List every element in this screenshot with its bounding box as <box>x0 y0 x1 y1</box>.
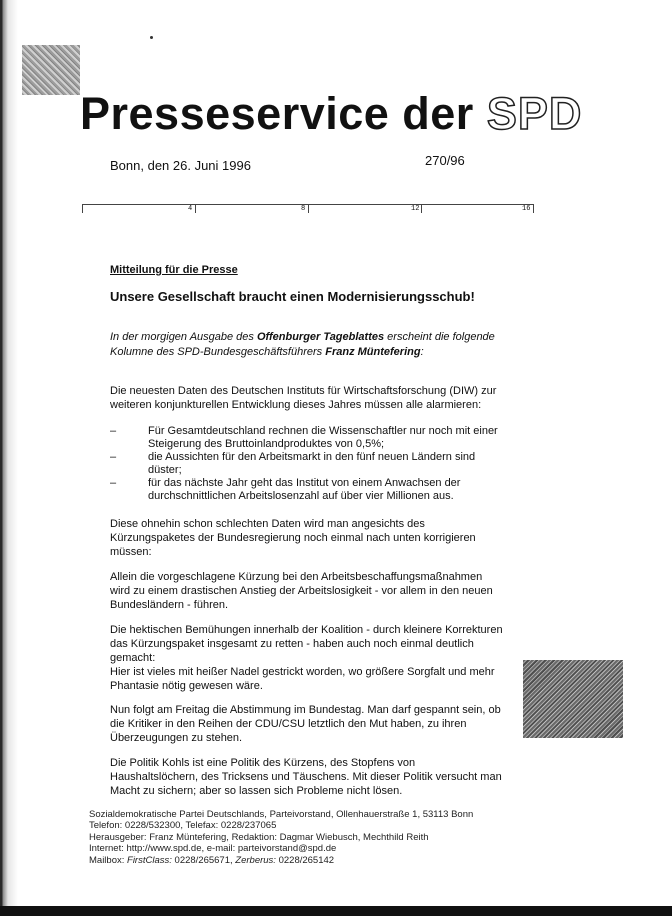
paragraph-line: Überzeugungen zu stehen. <box>110 732 243 744</box>
footer-internet: Internet: http://www.spd.de, e-mail: parteivorstand@spd.de <box>89 843 337 855</box>
ruler <box>82 204 534 214</box>
list-item <box>110 425 530 451</box>
lead-text: In der morgigen Ausgabe des <box>110 331 257 343</box>
ruler-label: 12 <box>411 205 420 213</box>
press-release-label: Mitteilung für die Presse <box>110 264 238 276</box>
lead-newspaper: Offenburger Tageblattes <box>256 331 385 343</box>
paragraph-6 <box>110 756 530 798</box>
ruler-label: 16 <box>522 205 531 213</box>
paragraph-line: das Kürzungspaket insgesamt zu retten - haben auch noch einmal deutlich <box>110 638 474 650</box>
scan-edge-bottom <box>0 906 672 916</box>
masthead-title: Presseservice der <box>80 88 474 139</box>
list-item <box>110 477 530 503</box>
footer-phone: Telefon: 0228/532300, Telefax: 0228/237065 <box>89 820 277 832</box>
bullet-line: düster; <box>148 464 182 476</box>
bullet-line: die Aussichten für den Arbeitsmarkt in den fünf neuen Ländern sind <box>148 451 476 463</box>
paragraph-line: Kürzungspaketes der Bundesregierung noch einmal nach unten korrigieren <box>110 532 476 544</box>
ruler-tick <box>533 205 534 213</box>
masthead <box>80 88 582 140</box>
paragraph-line: die Kritiker in den Reihen der CDU/CSU letztlich den Mut haben, zu ihren <box>110 718 467 730</box>
paragraph-line: wird zu einem drastischen Anstieg der Arbeitslosigkeit - vor allem in den neuen <box>110 585 493 597</box>
masthead-party-logo: SPD <box>486 88 583 139</box>
paragraph-line: Nun folgt am Freitag die Abstimmung im Bundestag. Man darf gespannt sein, ob <box>110 704 501 716</box>
bullet-line: für das nächste Jahr geht das Institut von einem Anwachsen der <box>148 477 461 489</box>
zerberus-value: 0228/265142 <box>275 854 335 866</box>
paragraph-line: Allein die vorgeschlagene Kürzung bei den Arbeitsbeschaffungsmaßnahmen <box>110 571 483 583</box>
bullet-marker: – <box>110 451 117 463</box>
ruler-tick <box>421 205 422 213</box>
document-number: 270/96 <box>425 153 465 168</box>
scan-noise-top-left <box>22 45 80 95</box>
lead-author: Franz Müntefering <box>325 346 421 358</box>
paragraph-line: Macht zu sichern; aber so lassen sich Probleme nicht lösen. <box>110 785 403 797</box>
ruler-tick <box>82 205 83 213</box>
paragraph-line: Phantasie nötig gewesen wäre. <box>110 680 263 692</box>
ruler-label: 4 <box>188 205 193 213</box>
scan-noise-right <box>523 660 623 738</box>
dateline: Bonn, den 26. Juni 1996 <box>110 158 251 173</box>
paragraph-5 <box>110 703 530 745</box>
paragraph-line: Die hektischen Bemühungen innerhalb der Koalition - durch kleinere Korrekturen <box>110 624 503 636</box>
list-item <box>110 451 530 477</box>
ruler-tick <box>308 205 309 213</box>
paragraph-line: Haushaltslöchern, des Tricksens und Täuschens. Mit dieser Politik versucht man <box>110 771 502 783</box>
footer-contact <box>89 809 473 866</box>
ruler-label: 8 <box>301 205 306 213</box>
paragraph-line: müssen: <box>110 546 152 558</box>
scan-speck <box>150 36 153 39</box>
footer-mailbox <box>89 855 473 866</box>
zerberus-label: Zerberus: <box>235 854 276 866</box>
paragraph-line: gemacht: <box>110 652 156 664</box>
headline: Unsere Gesellschaft braucht einen Modernisierungsschub! <box>110 289 475 304</box>
bullet-line: durchschnittlichen Arbeitslosenzahl auf über vier Millionen aus. <box>148 490 454 502</box>
lead-text: : <box>420 346 424 358</box>
ruler-tick <box>195 205 196 213</box>
bullet-line: Steigerung des Bruttoinlandproduktes von 0,5%; <box>148 438 385 450</box>
firstclass-value: 0228/265671, <box>171 854 236 866</box>
scan-edge-left <box>0 0 18 916</box>
paragraph-2 <box>110 517 530 559</box>
paragraph-line: weiteren konjunkturellen Entwicklung dieses Jahres müssen alle alarmieren: <box>110 399 482 411</box>
bullet-marker: – <box>110 477 117 489</box>
lead-paragraph <box>110 330 530 360</box>
lead-text: erscheint die folgende Kolumne des SPD-Bundesgeschäftsführers <box>110 331 495 358</box>
paragraph-3 <box>110 570 530 612</box>
paragraph-line: Hier ist vieles mit heißer Nadel gestrickt worden, wo größere Sorgfalt und mehr <box>110 666 495 678</box>
paragraph-4 <box>110 623 530 693</box>
paragraph-line: Diese ohnehin schon schlechten Daten wird man angesichts des <box>110 518 425 530</box>
firstclass-label: FirstClass: <box>127 854 172 866</box>
bullet-line: Für Gesamtdeutschland rechnen die Wissenschaftler nur noch mit einer <box>148 425 498 437</box>
footer-editors: Herausgeber: Franz Müntefering, Redaktion: Dagmar Wiebusch, Mechthild Reith <box>89 831 429 843</box>
bullet-marker: – <box>110 425 117 437</box>
bullet-list <box>110 425 530 503</box>
paragraph-line: Bundesländern - führen. <box>110 599 229 611</box>
paragraph-line: Die neuesten Daten des Deutschen Instituts für Wirtschaftsforschung (DIW) zur <box>110 385 497 397</box>
paragraph-line: Die Politik Kohls ist eine Politik des Kürzens, des Stopfens von <box>110 757 416 769</box>
paragraph-1 <box>110 384 530 412</box>
mailbox-label: Mailbox: <box>89 854 128 866</box>
footer-address: Sozialdemokratische Partei Deutschlands, Parteivorstand, Ollenhauerstraße 1, 53113 Bonn <box>89 809 474 820</box>
